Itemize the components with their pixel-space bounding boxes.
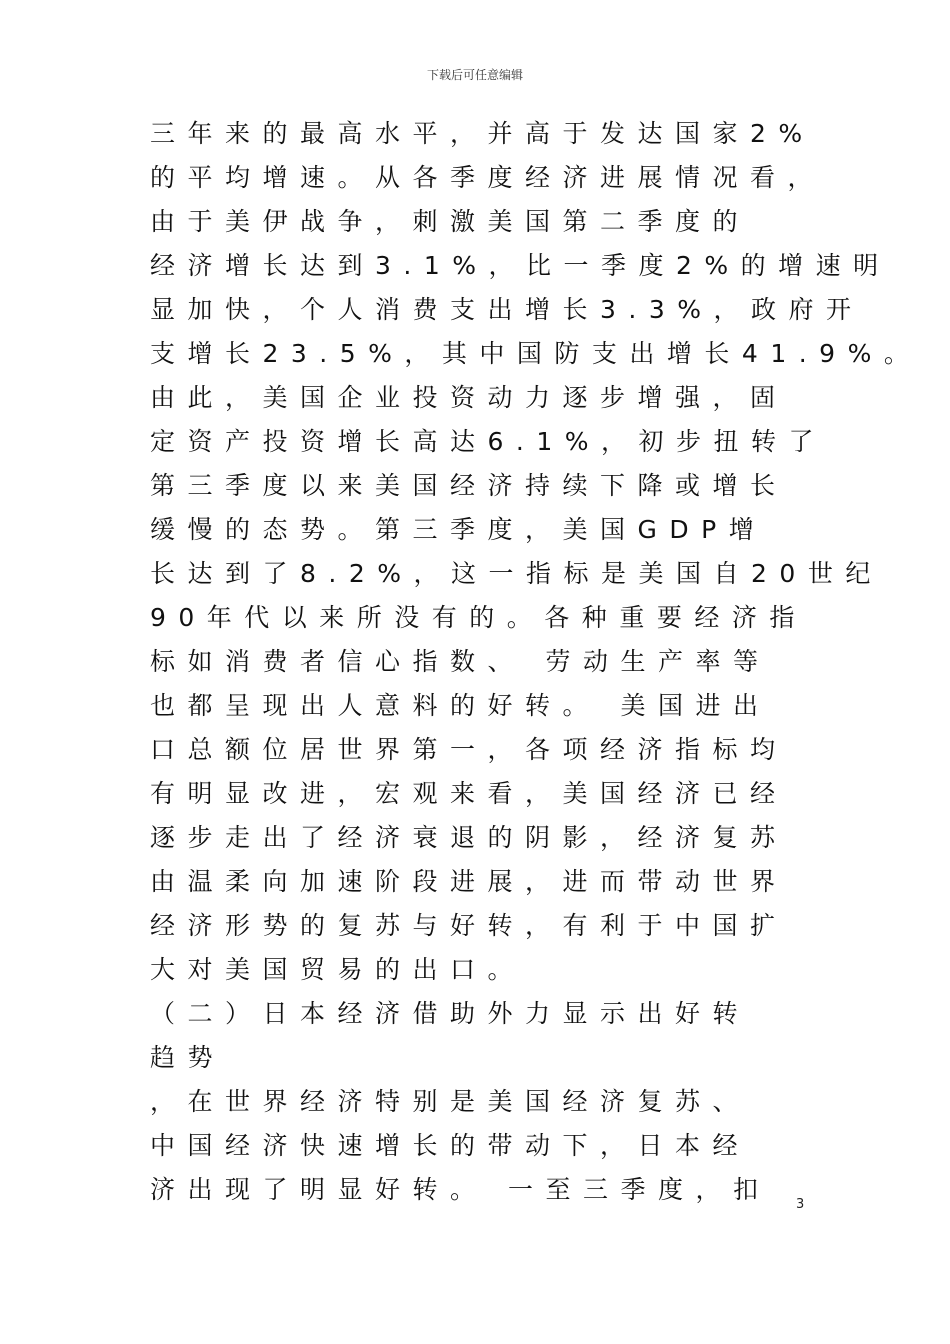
text-line: 经济形势的复苏与好转，有利于中国扩 [150,911,788,940]
text-line: 标如消费者信心指数、 劳动生产率等 [150,647,771,676]
text-line: 显加快，个人消费支出增长3.3%，政府开 [150,295,864,324]
text-line: 中国经济快速增长的带动下，日本经 [150,1131,751,1160]
text-line: 由温柔向加速阶段进展，进而带动世界 [150,867,788,896]
text-line: 缓慢的态势。第三季度，美国GDP增 [150,515,767,544]
text-line: 逐步走出了经济衰退的阴影，经济复苏 [150,823,788,852]
text-line: 大对美国贸易的出口。 [150,955,526,984]
text-line: ，在世界经济特别是美国经济复苏、 [150,1087,751,1116]
text-line: 支增长23.5%，其中国防支出增长41.9%。 [150,339,922,368]
text-line: 有明显改进，宏观来看，美国经济已经 [150,779,788,808]
text-line: 三年来的最高水平，并高于发达国家2% [150,119,815,148]
text-line: 经济增长达到3.1%，比一季度2%的增速明 [150,251,891,280]
text-line: 90年代以来所没有的。各种重要经济指 [150,603,807,632]
text-line: 口总额位居世界第一，各项经济指标均 [150,735,788,764]
section-heading: （二）日本经济借助外力显示出好转 [150,999,751,1028]
text-line: 长达到了8.2%，这一指标是美国自20世纪 [150,559,883,588]
text-line: 由于美伊战争，刺激美国第二季度的 [150,207,751,236]
text-line: 由此，美国企业投资动力逐步增强，固 [150,383,788,412]
text-line: 也都呈现出人意料的好转。 美国进出 [150,691,771,720]
text-line: 定资产投资增长高达6.1%，初步扭转了 [150,427,827,456]
text-line: 第三季度以来美国经济持续下降或增长 [150,471,788,500]
page-number: 3 [796,1197,805,1212]
text-line: 济出现了明显好转。 一至三季度，扣 [150,1175,771,1204]
text-line: 的平均增速。从各季度经济进展情况看， [150,163,826,192]
section-heading: 趋势 [150,1043,226,1072]
page-header: 下载后可任意编辑 [426,68,523,82]
